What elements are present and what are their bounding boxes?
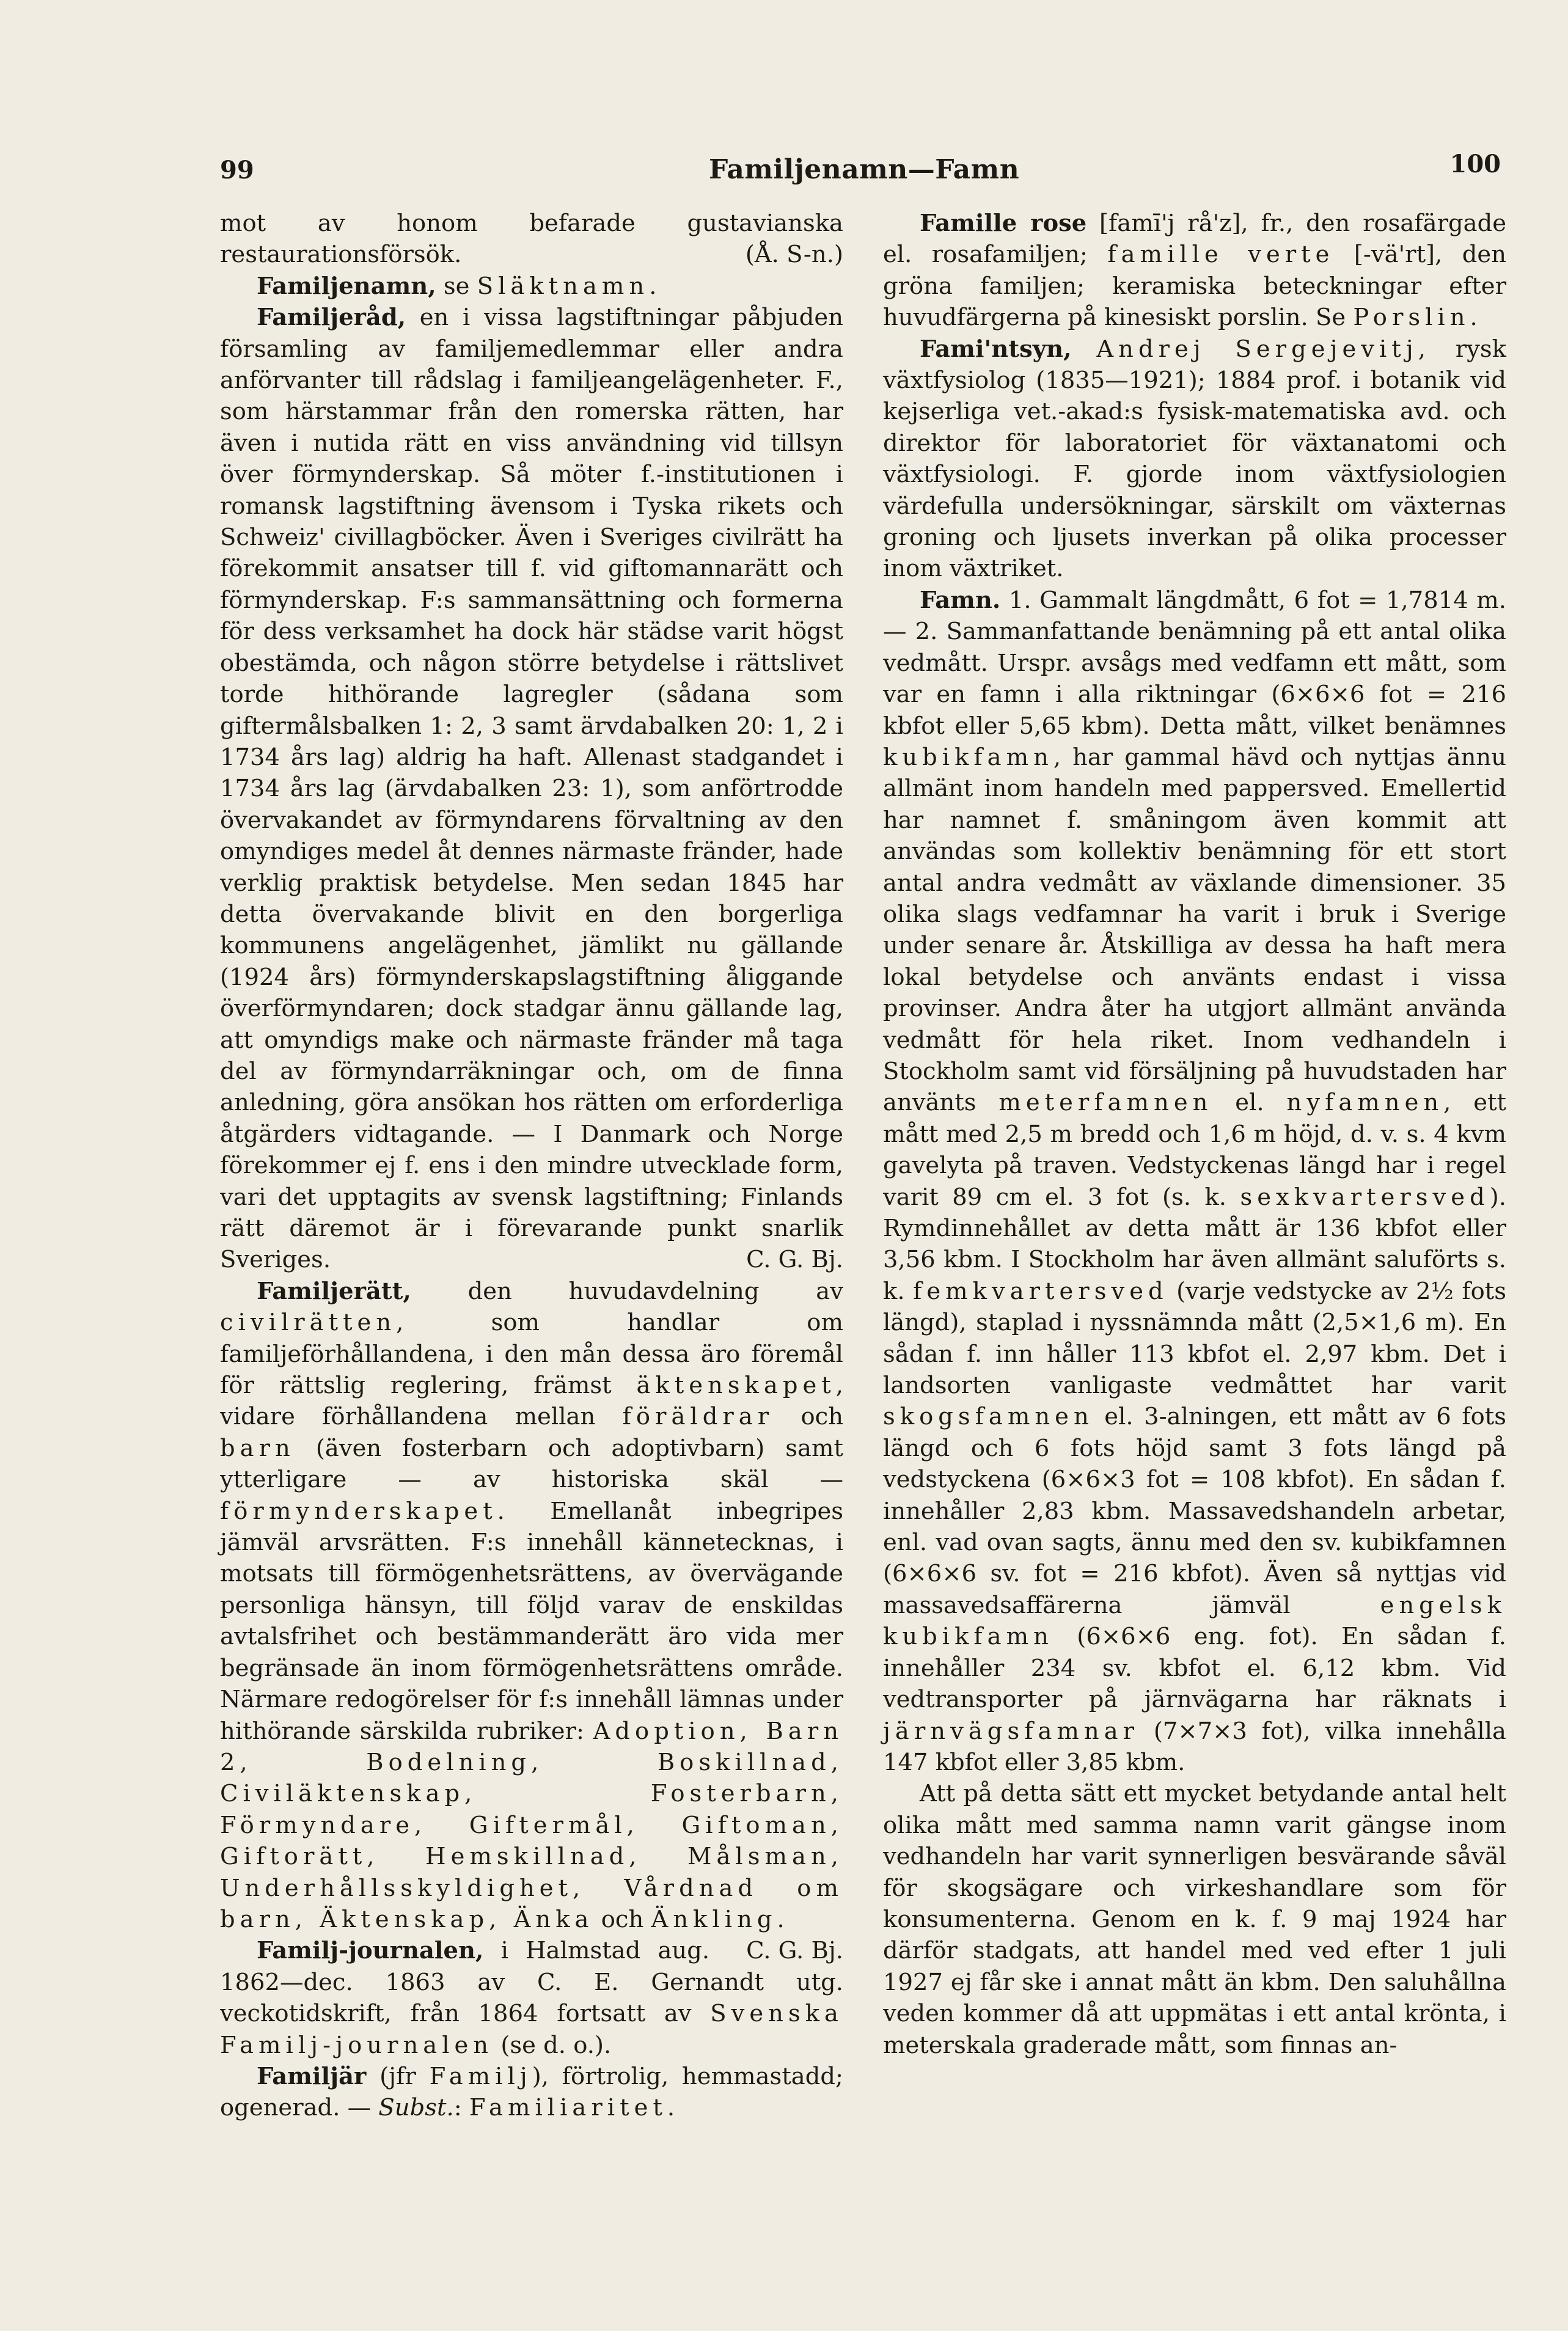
entry-familjenamn: Familjenamn, se Släktnamn. <box>257 272 662 300</box>
entry-familj-journalen: Familj-journalen, i Halmstad aug. 1862—dec. 1863 av C. E. Gernandt utg. veckotidskrift, från 1864 fortsatt av Svenska Familj-journalen (se d. o.). <box>220 1937 843 2059</box>
running-head: Familjenamn—Famn <box>709 154 1020 185</box>
entry-famn: Famn. 1. Gammalt längdmått, 6 fot = 1,7814 m. — 2. Sammanfattande benämning på ett antal olika vedmått. Urspr. avsågs med vedfamn ett mått, som var en famn i alla riktningar (6×6×6 fot = 216 kbfot eller 5,65 kbm). Detta mått, vilket benämnes kubikfamn, har gammal hävd och nyttjas ännu allmänt inom handeln med pappersved. Emellertid har namnet f. småningom även kommit att användas som kollektiv benämning för ett stort antal andra vedmått av växlande dimensioner. 35 olika slags vedfamnar ha varit i bruk i Sverige under senare år. Åtskilliga av dessa ha haft mera lokal betydelse och använts endast i vissa provinser. Andra åter ha utgjort allmänt använda vedmått för hela riket. Inom vedhandeln i Stockholm samt vid försäljning på huvudstaden har använts meterfamnen el. nyfamnen, ett mått med 2,5 m bredd och 1,6 m höjd, d. v. s. 4 kvm gavelyta på traven. Vedstyckenas längd har i regel varit 89 cm el. 3 fot (s. k. sexkvartersved). Rymdinnehållet av detta mått är 136 kbfot eller 3,56 kbm. I Stockholm har även allmänt saluförts s. k. femkvartersved (varje vedstycke av 2½ fots längd), staplad i nyssnämnda mått (2,5×1,6 m). En sådan f. inn håller 113 kbfot el. 2,97 kbm. Det i landsorten vanligaste vedmåttet har varit skogsfamnen el. 3-alningen, ett mått av 6 fots längd och 6 fots höjd samt 3 fots längd på vedstyckena (6×6×3 fot = 108 kbfot). En sådan f. innehåller 2,83 kbm. Massavedshandeln arbetar, enl. vad ovan sagts, ännu med den sv. kubikfamnen (6×6×6 sv. fot = 216 kbfot). Även så nyttjas vid massavedsaffärerna jämväl engelsk kubikfamn (6×6×6 eng. fot). En sådan f. innehåller 234 sv. kbfot el. 6,12 kbm. Vid vedtransporter på järnvägarna har räknats i järnvägsfamnar (7×7×3 fot), vilka innehålla 147 kbfot eller 3,85 kbm. <box>883 586 1507 1776</box>
page-number-right: 100 <box>1449 150 1501 178</box>
entry-famintsyn: Fami'ntsyn, Andrej Sergejevitj, rysk växtfysiolog (1835—1921); 1884 prof. i botanik vid kejserliga vet.-akad:s fysisk-matematiska avd. och direktor för laboratoriet för växtanatomi och växtfysiologi. F. gjorde inom växtfysiologien värdefulla undersökningar, särskilt om växternas groning och ljusets inverkan på olika processer inom växtriket. <box>883 335 1506 583</box>
entry-famille-rose: Famille rose [famī'j rå'z], fr., den rosafärgade el. rosafamiljen; famille verte [-vä'rt], den gröna familjen; keramiska beteckningar efter huvudfärgerna på kinesiskt porslin. Se Porslin. <box>883 210 1507 332</box>
entry-familjar: Familjär (jfr Familj), förtrolig, hemmastadd; ogenerad. — Subst.: Familiaritet. <box>220 2062 844 2122</box>
left-column <box>220 208 843 2124</box>
entry-famn-continued: Att på detta sätt ett mycket betydande antal helt olika mått med samma namn varit gängse inom vedhandeln har varit synnerligen besvärande såväl för skogsägare och virkeshandlare som för konsumenterna. Genom en k. f. 9 maj 1924 har därför stadgats, att handel med ved efter 1 juli 1927 ej får ske i annat mått än kbm. Den saluhållna veden kommer då att uppmätas i ett antal kröntа, i meterskala graderade mått, som finnas an- <box>883 1780 1506 2059</box>
right-column <box>883 208 1506 2061</box>
entry-continuation: mot av honom befarade gustavianska restaurationsförsök. (Å. S-n.) <box>220 210 843 269</box>
entry-familjeratt: Familjerätt, den huvudavdelning av civilrätten, som handlar om familjeförhållandena, i den mån dessa äro föremål för rättslig reglering, främst äktenskapet, vidare förhållandena mellan föräldrar och barn (även fosterbarn och adoptivbarn) samt ytterligare — av historiska skäl — förmynderskapet. Emellanåt inbegripes jämväl arvsrätten. F:s innehåll kännetecknas, i motsats till förmögenhetsrättens, av övervägande personliga hänsyn, till följd varav de enskildas avtalsfrihet och bestämmanderätt äro vida mer begränsade än inom förmögenhetsrättens område. Närmare redogörelser för f:s innehåll lämnas under hithörande särskilda rubriker: Adoption, Barn 2, Bodelning, Boskillnad, Civiläktenskap, Fosterbarn, Förmyndare, Giftermål, Giftoman, Giftorätt, Hemskillnad, Målsman, Underhållsskyldighet, Vårdnad om barn, Äktenskap, Änka och Änkling. C. G. Bj. <box>220 1277 843 1965</box>
page-number-left: 99 <box>220 156 254 185</box>
entry-familjerad: Familjeråd, en i vissa lagstiftningar påbjuden församling av familjemedlemmar eller andra anförvanter till rådslag i familjeangelägenheter. F., som härstammar från den romerska rätten, har även i nutida rätt en viss användning vid tillsyn över förmynderskap. Så möter f.-institutionen i romansk lagstiftning ävensom i Tyska rikets och Schweiz' civillagböcker. Även i Sveriges civilrätt ha förekommit ansatser till f. vid giftomannarätt och förmynderskap. F:s sammansättning och formerna för dess verksamhet ha dock här städse varit högst obestämda, och någon större betydelse i rättslivet torde hithörande lagregler (sådana som giftermålsbalken 1: 2, 3 samt ärvdabalken 20: 1, 2 i 1734 års lag) aldrig ha haft. Allenast stadgandet i 1734 års lag (ärvdabalken 23: 1), som anförtrodde övervakandet av förmyndarens förvaltning av den omyndiges medel åt dennes närmaste fränder, hade verklig praktisk betydelse. Men sedan 1845 har detta övervakande blivit en den borgerliga kommunens angelägenhet, jämlikt nu gällande (1924 års) förmynderskapslagstiftning åliggande överförmyndaren; dock stadgar ännu gällande lag, att omyndigs make och närmaste fränder må taga del av förmyndarräkningar och, om de finna anledning, göra ansökan hos rätten om erforderliga åtgärders vidtagande. — I Danmark och Norge förekommer ej f. ens i den mindre utvecklade form, vari det upptagits av svensk lagstiftning; Finlands rätt däremot är i förevarande punkt snarlik Sveriges. C. G. Bj. <box>220 304 843 1274</box>
